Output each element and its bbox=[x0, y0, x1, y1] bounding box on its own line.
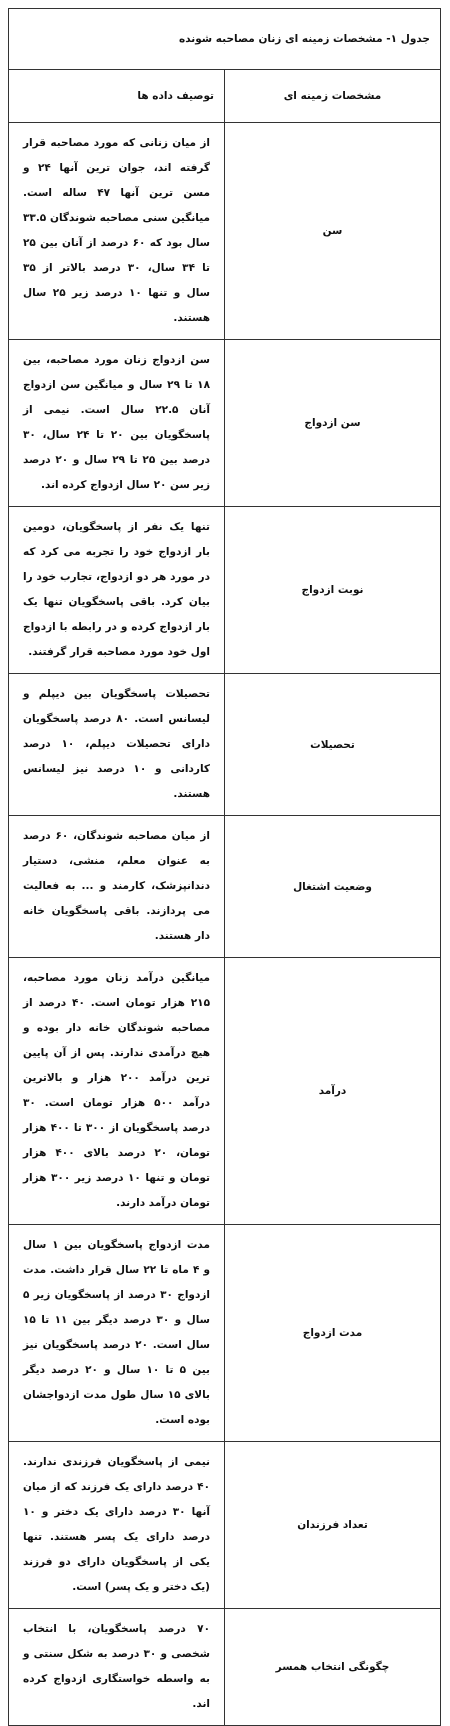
row-label: وضعیت اشتغال bbox=[225, 816, 441, 958]
caption-row bbox=[9, 9, 441, 70]
row-description: از میان مصاحبه شوندگان، ۶۰ درصد به عنوان معلم، منشی، دستیار دندانپزشک، کارمند و ... به فعالیت می پردازند. باقی پاسخگویان خانه دار هستند. bbox=[9, 816, 225, 958]
row-description: میانگین درآمد زنان مورد مصاحبه، ۲۱۵ هزار تومان است. ۴۰ درصد از مصاحبه شوندگان خانه دار بوده و هیچ درآمدی ندارند. پس از آن پایین ترین درآمد ۲۰۰ هزار و بالاترین درآمد ۵۰۰ هزار تومان است. ۳۰ درصد پاسخگویان از ۳۰۰ تا ۴۰۰ هزار تومان، ۲۰ درصد بالای ۴۰۰ هزار تومان و تنها ۱۰ درصد زیر ۳۰۰ هزار تومان درآمد دارند. bbox=[9, 958, 225, 1225]
table-row bbox=[9, 340, 441, 507]
row-description: تنها یک نفر از پاسخگویان، دومین بار ازدواج خود را تجربه می کرد که در مورد هر دو ازدواج، تجارب خود را بیان کرد. باقی پاسخگویان تنها یک بار ازدواج کرده و در رابطه با ازدواج اول خود مورد مصاحبه قرار گرفتند. bbox=[9, 507, 225, 674]
row-description: از میان زنانی که مورد مصاحبه قرار گرفته اند، جوان ترین آنها ۲۴ و مسن ترین آنها ۴۷ ساله است. میانگین سنی مصاحبه شوندگان ۳۳.۵ سال بود که ۶۰ درصد از آنان بین ۲۵ تا ۳۴ سال، ۳۰ درصد بالاتر از ۳۵ سال و تنها ۱۰ درصد زیر ۲۵ سال هستند. bbox=[9, 123, 225, 340]
table-row bbox=[9, 507, 441, 674]
row-label: چگونگی انتخاب همسر bbox=[225, 1609, 441, 1726]
header-label: مشخصات زمینه ای bbox=[225, 70, 441, 123]
row-label: مدت ازدواج bbox=[225, 1225, 441, 1442]
row-description: نیمی از پاسخگویان فرزندی ندارند. ۴۰ درصد دارای یک فرزند که از میان آنها ۳۰ درصد دارای یک دختر و ۱۰ درصد دارای یک پسر هستند. تنها یکی از پاسخگویان دارای دو فرزند (یک دختر و یک پسر) است. bbox=[9, 1442, 225, 1609]
background-table bbox=[8, 8, 441, 1726]
row-label: تحصیلات bbox=[225, 674, 441, 816]
row-label: سن ازدواج bbox=[225, 340, 441, 507]
row-label: سن bbox=[225, 123, 441, 340]
table-row bbox=[9, 1609, 441, 1726]
header-description: توصیف داده ها bbox=[9, 70, 225, 123]
row-label: تعداد فرزندان bbox=[225, 1442, 441, 1609]
table-row bbox=[9, 674, 441, 816]
row-description: سن ازدواج زنان مورد مصاحبه، بین ۱۸ تا ۲۹ سال و میانگین سن ازدواج آنان ۲۲.۵ سال است. نیمی از پاسخگویان بین ۲۰ تا ۲۴ سال، ۳۰ درصد بین ۲۵ تا ۲۹ سال و ۲۰ درصد زیر سن ۲۰ سال ازدواج کرده اند. bbox=[9, 340, 225, 507]
table-row bbox=[9, 123, 441, 340]
row-label: درآمد bbox=[225, 958, 441, 1225]
row-label: نوبت ازدواج bbox=[225, 507, 441, 674]
row-description: تحصیلات پاسخگویان بین دیپلم و لیسانس است. ۸۰ درصد پاسخگویان دارای تحصیلات دیپلم، ۱۰ درصد کاردانی و ۱۰ درصد نیز لیسانس هستند. bbox=[9, 674, 225, 816]
table-row bbox=[9, 958, 441, 1225]
table-row bbox=[9, 1225, 441, 1442]
table-row bbox=[9, 816, 441, 958]
table-caption: جدول ۱- مشخصات زمینه ای زنان مصاحبه شونده bbox=[9, 9, 441, 70]
header-row bbox=[9, 70, 441, 123]
document-page bbox=[8, 8, 441, 1710]
row-description: مدت ازدواج پاسخگویان بین ۱ سال و ۴ ماه تا ۲۲ سال قرار داشت. مدت ازدواج ۳۰ درصد از پاسخگویان زیر ۵ سال و ۳۰ درصد دیگر بین ۱۱ تا ۱۵ سال است. ۲۰ درصد پاسخگویان نیز بین ۵ تا ۱۰ سال و ۲۰ درصد دیگر بالای ۱۵ سال طول مدت ازدواجشان بوده است. bbox=[9, 1225, 225, 1442]
row-description: ۷۰ درصد پاسخگویان، با انتخاب شخصی و ۳۰ درصد به شکل سنتی و به واسطه خواستگاری ازدواج کرده اند. bbox=[9, 1609, 225, 1726]
table-row bbox=[9, 1442, 441, 1609]
